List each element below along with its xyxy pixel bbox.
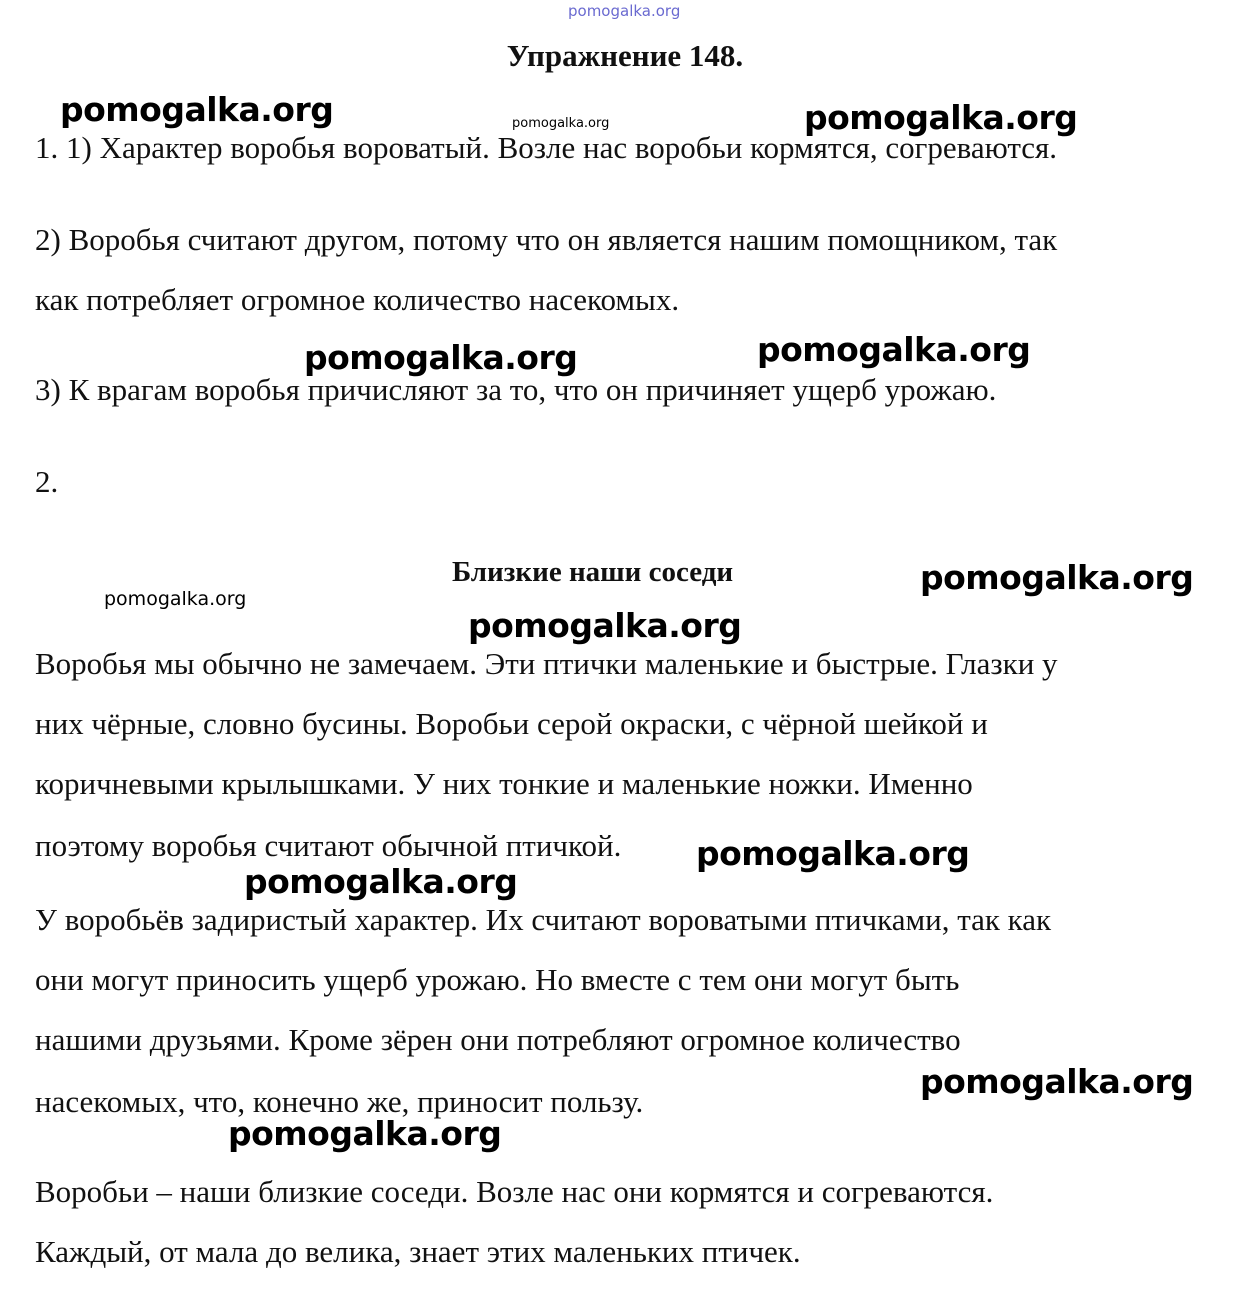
watermark-top: pomogalka.org <box>568 2 681 20</box>
essay-p1-line-1: Воробья мы обычно не замечаем. Эти птички маленькие и быстрые. Глазки у <box>35 646 1058 681</box>
watermark: pomogalka.org <box>804 98 1078 137</box>
exercise-title: Упражнение 148. <box>506 38 744 73</box>
watermark: pomogalka.org <box>512 116 610 131</box>
watermark: pomogalka.org <box>60 90 334 129</box>
watermark: pomogalka.org <box>244 862 518 901</box>
essay-p2-line-2: они могут приносить ущерб урожаю. Но вместе с тем они могут быть <box>35 962 960 997</box>
essay-p2-line-4: насекомых, что, конечно же, приносит пользу. <box>35 1084 644 1119</box>
answer-item-2-line-2: как потребляет огромное количество насекомых. <box>35 282 680 317</box>
essay-p3-line-1: Воробьи – наши близкие соседи. Возле нас они кормятся и согреваются. <box>35 1174 994 1209</box>
watermark: pomogalka.org <box>920 558 1194 597</box>
essay-p1-line-4: поэтому воробья считают обычной птичкой. <box>35 828 622 863</box>
essay-p2-line-3: нашими друзьями. Кроме зёрен они потребляют огромное количество <box>35 1022 961 1057</box>
essay-p3-line-2: Каждый, от мала до велика, знает этих маленьких птичек. <box>35 1234 801 1269</box>
part-2-label: 2. <box>35 464 59 499</box>
answer-item-3: 3) К врагам воробья причисляют за то, что он причиняет ущерб урожаю. <box>35 372 997 407</box>
watermark: pomogalka.org <box>757 330 1031 369</box>
watermark: pomogalka.org <box>304 338 578 377</box>
watermark: pomogalka.org <box>468 606 742 645</box>
watermark: pomogalka.org <box>228 1114 502 1153</box>
answer-item-1: 1. 1) Характер воробья вороватый. Возле нас воробьи кормятся, согреваются. <box>35 130 1058 165</box>
essay-p2-line-1: У воробьёв задиристый характер. Их считают вороватыми птичками, так как <box>35 902 1052 937</box>
watermark: pomogalka.org <box>696 834 970 873</box>
watermark: pomogalka.org <box>104 588 247 610</box>
answer-item-2-line-1: 2) Воробья считают другом, потому что он является нашим помощником, так <box>35 222 1058 257</box>
essay-title: Близкие наши соседи <box>452 556 734 588</box>
essay-p1-line-2: них чёрные, словно бусины. Воробьи серой окраски, с чёрной шейкой и <box>35 706 988 741</box>
essay-p1-line-3: коричневыми крылышками. У них тонкие и маленькие ножки. Именно <box>35 766 973 801</box>
watermark: pomogalka.org <box>920 1062 1194 1101</box>
